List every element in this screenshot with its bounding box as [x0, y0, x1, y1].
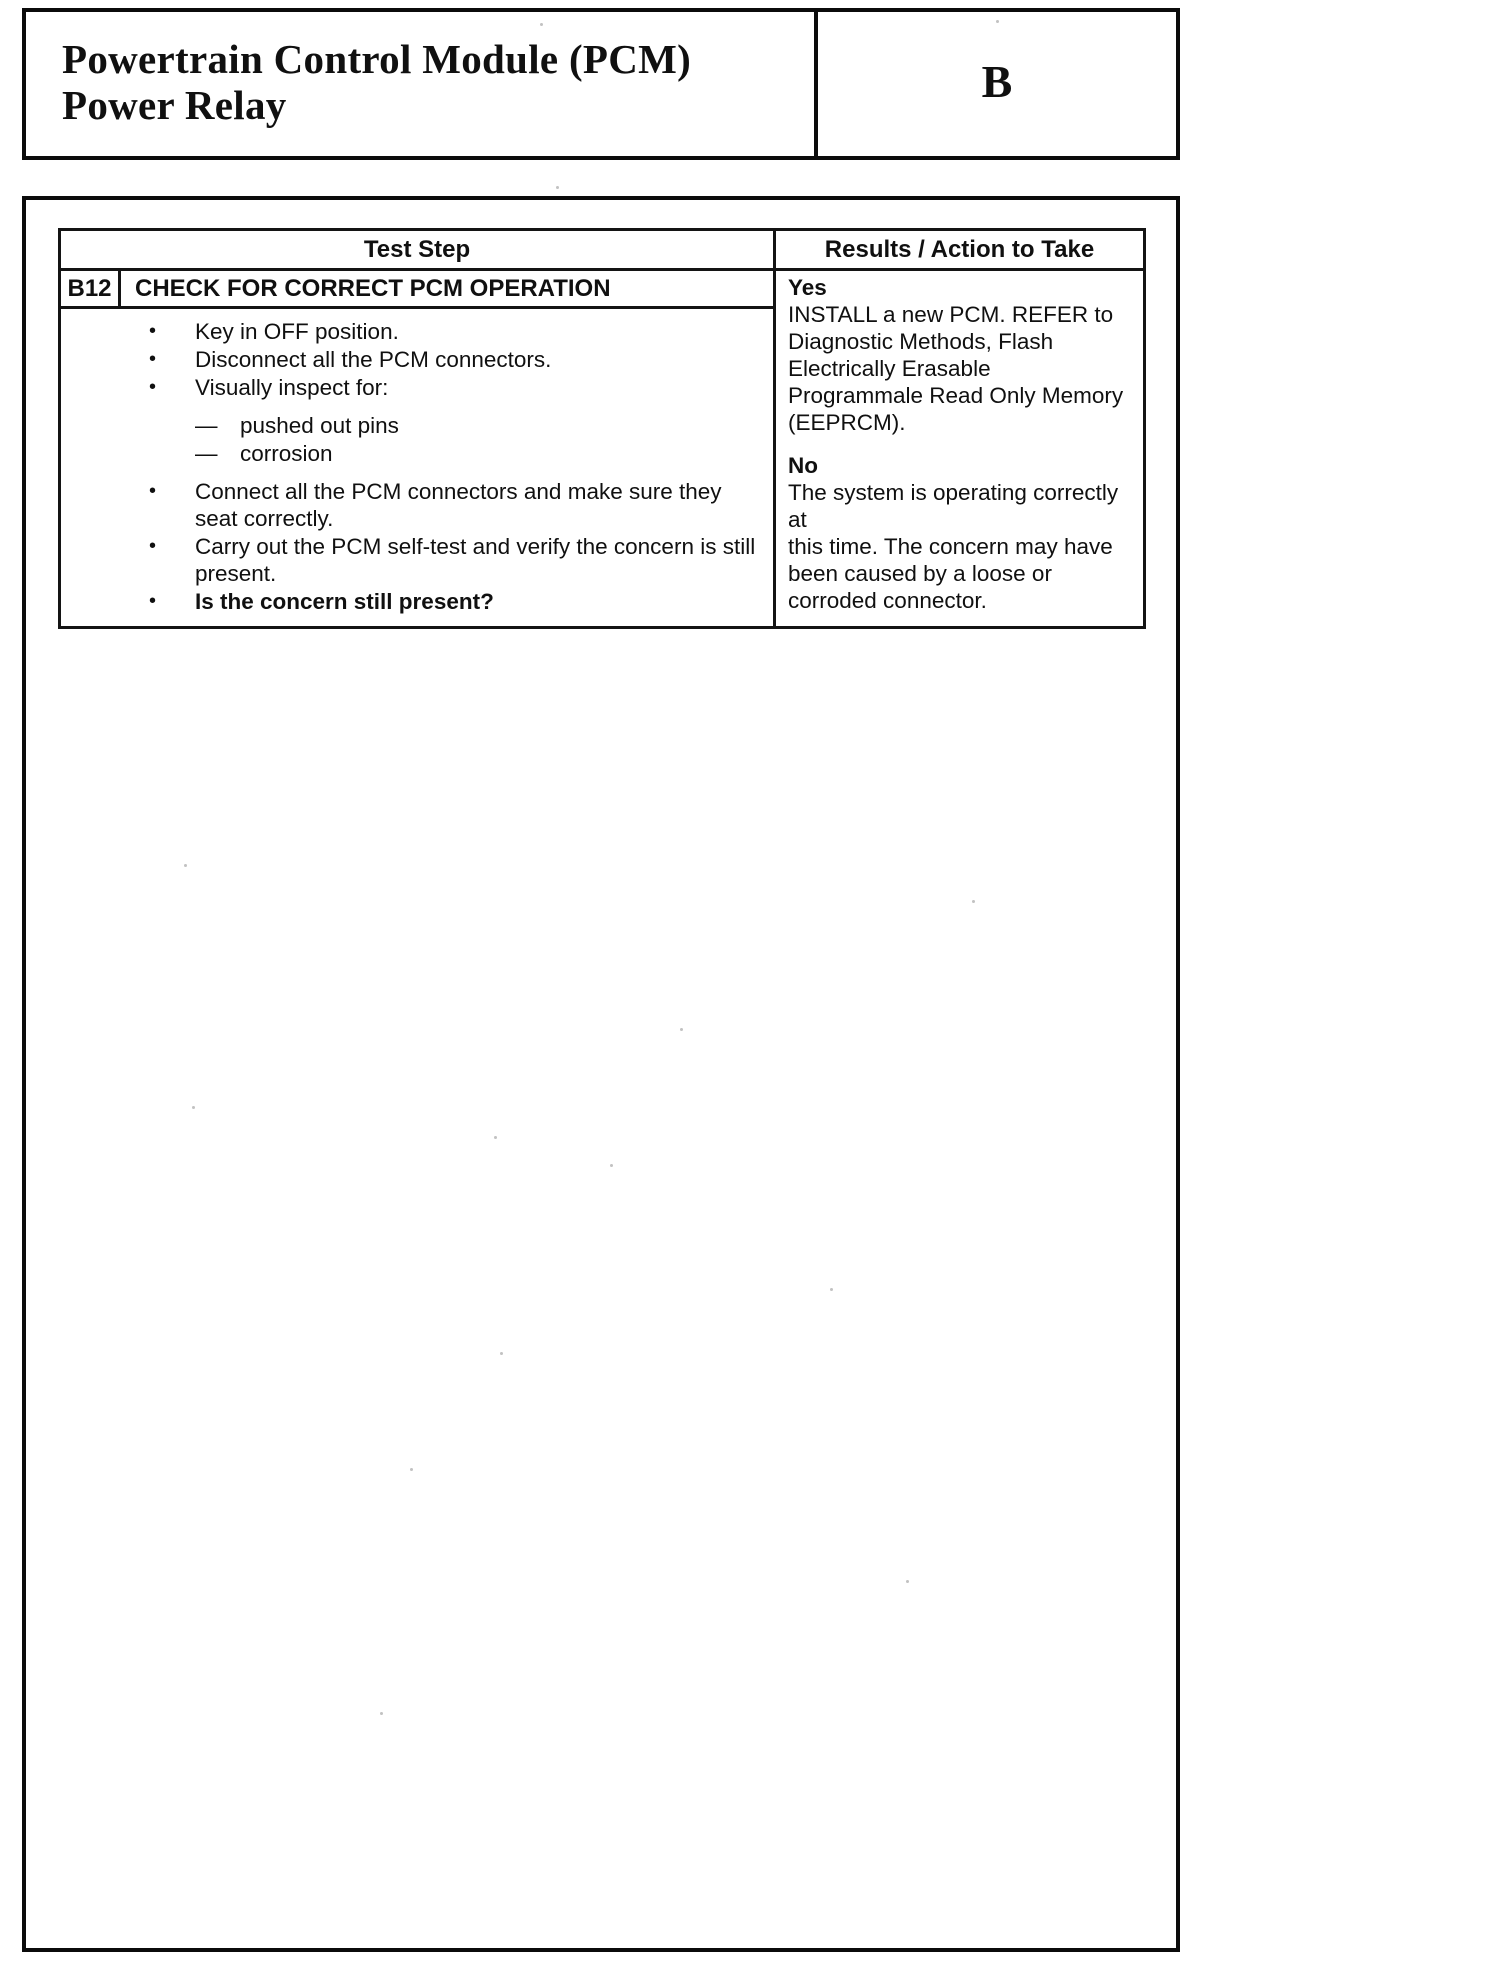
bullet-icon: • — [149, 480, 157, 502]
result-yes-label: Yes — [788, 275, 827, 300]
results-column — [776, 271, 1143, 626]
test-step-item: • Visually inspect for: — [149, 375, 389, 400]
test-step-column — [61, 271, 776, 626]
table-body-row — [61, 271, 1143, 626]
content-frame — [22, 196, 1180, 1952]
column-header-results: Results / Action to Take — [824, 236, 1095, 263]
page-title-line-1: Powertrain Control Module (PCM) — [62, 36, 692, 82]
column-header-test-step: Test Step — [61, 231, 776, 268]
dash-icon: — — [195, 413, 218, 438]
bullet-icon: • — [149, 348, 157, 370]
page-title — [26, 12, 818, 156]
section-letter-cell — [818, 12, 1176, 156]
scan-speck — [500, 1352, 503, 1355]
table-header-row — [61, 231, 1143, 271]
scan-speck — [972, 900, 975, 903]
scan-speck — [380, 1712, 383, 1715]
scan-speck — [996, 20, 999, 23]
pinpoint-test-table — [58, 228, 1146, 629]
scan-speck — [556, 186, 559, 189]
scan-speck — [610, 1164, 613, 1167]
test-step-subitem: — corrosion — [195, 441, 333, 466]
scan-speck — [192, 1106, 195, 1109]
page-title-line-2: Power Relay — [62, 82, 287, 128]
test-step-item: • Connect all the PCM connectors and make sure they seat correctly. — [149, 479, 722, 531]
test-step-item: • Key in OFF position. — [149, 319, 399, 344]
scan-speck — [410, 1468, 413, 1471]
test-step-subitem: — pushed out pins — [195, 413, 399, 438]
section-letter-badge: B — [981, 55, 1013, 107]
test-step-question: • Is the concern still present? — [149, 589, 494, 614]
scan-speck — [906, 1580, 909, 1583]
scan-speck — [680, 1028, 683, 1031]
bullet-icon: • — [149, 320, 157, 342]
scan-speck — [184, 864, 187, 867]
result-yes-text: INSTALL a new PCM. REFER to Diagnostic Methods, Flash Electrically Erasable Programmale Read Only Memory (EEPRCM). — [788, 302, 1124, 435]
scan-speck — [830, 1288, 833, 1291]
scan-speck — [540, 23, 543, 26]
test-step-item: • Carry out the PCM self-test and verify the concern is still present. — [149, 534, 756, 586]
step-id: B12 — [61, 271, 121, 306]
bullet-icon: • — [149, 535, 157, 557]
step-header — [61, 271, 773, 309]
step-instructions — [61, 309, 773, 626]
bullet-icon: • — [149, 376, 157, 398]
document-header — [22, 8, 1180, 160]
test-step-item: • Disconnect all the PCM connectors. — [149, 347, 552, 372]
result-no-text: The system is operating correctly at this time. The concern may have been caused by a loose or corroded connector. — [788, 480, 1119, 613]
dash-icon: — — [195, 441, 218, 466]
bullet-icon: • — [149, 590, 157, 612]
result-yes-block — [788, 274, 1141, 436]
step-title: CHECK FOR CORRECT PCM OPERATION — [135, 275, 611, 302]
scan-speck — [494, 1136, 497, 1139]
result-no-label: No — [788, 453, 818, 478]
result-no-block — [788, 452, 1141, 614]
